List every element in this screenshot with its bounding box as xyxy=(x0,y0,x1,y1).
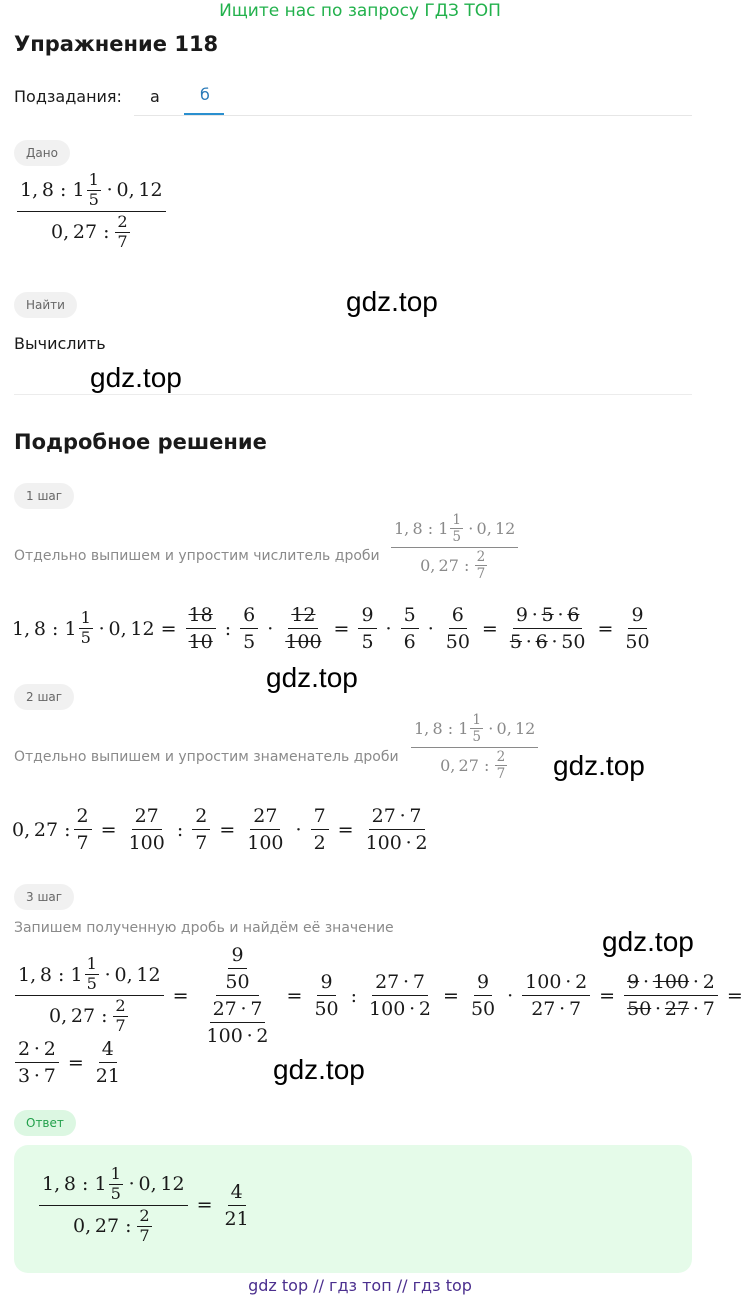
given-expression: 1, 8 : 1 1 5 · 0, 12 0, 27 : 2 7 xyxy=(14,172,169,251)
find-text: Вычислить xyxy=(14,334,106,353)
step-1-text: Отдельно выпишем и упростим числитель дроби xyxy=(14,548,380,564)
watermark: gdz.top xyxy=(602,926,694,957)
step-3-text: Запишем полученную дробь и найдём её значение xyxy=(14,920,394,936)
watermark: gdz.top xyxy=(90,362,182,393)
step-3-pill: 3 шаг xyxy=(14,884,74,910)
section-divider xyxy=(14,394,692,395)
solution-title: Подробное решение xyxy=(14,430,267,454)
step-2-pill: 2 шаг xyxy=(14,684,74,710)
watermark: gdz.top xyxy=(266,662,358,693)
subtasks-label: Подзадания: xyxy=(14,87,122,106)
step-1-calculation: 1, 8 : 1 $\frac{1}{5}$ · 0, 12 = $\frac{18}{10}$ : $\frac{6}{5}$ · $\frac{12}{100}$ = $\frac{9}{5}$ · $\frac{5}{6}$ · $\frac{6}{50}$ = 9 · 5 · 6 5 · 6 · 50 = $\frac{9}{50}$ xyxy=(12,604,650,653)
step-3-calculation: 1, 8 : 1 1 5 · 0, 12 0, 27 : 2 7 = $\frac{\frac{9}{50}}{\frac{27 \cdot 7}{100 \cdot 2}}$ = $\frac{9}{50}$ : $\frac{27 \cdot 7}{100 \cdot 2}$ = $\frac{9}{50}$ · $\frac{100 \cdot 2}{27 \cdot 7}$ = 9 · 100 · 2 50 · 27 · 7 = xyxy=(12,944,749,1047)
top-banner[interactable]: Ищите нас по запросу ГДЗ ТОП xyxy=(219,1,501,21)
step-3-calculation-cont: $\frac{2 \cdot 2}{3 \cdot 7}$ = $\frac{4}{21}$ xyxy=(12,1038,126,1087)
step-2-text: Отдельно выпишем и упростим знаменатель дроби xyxy=(14,749,399,765)
watermark: gdz.top xyxy=(346,286,438,317)
tabs-divider xyxy=(134,115,692,116)
page-title: Упражнение 118 xyxy=(14,32,219,56)
step-2-calculation: 0, 27 : $\frac{2}{7}$ = $\frac{27}{100}$ : $\frac{2}{7}$ = $\frac{27}{100}$ · $\frac{7}{2}$ = $\frac{27 \cdot 7}{100 \cdot 2}$ xyxy=(12,805,428,854)
tab-subtask-a[interactable]: а xyxy=(150,87,160,106)
step-1-pill: 1 шаг xyxy=(14,483,74,509)
watermark: gdz.top xyxy=(273,1054,365,1085)
active-tab-indicator xyxy=(184,113,224,115)
tab-subtask-b[interactable]: б xyxy=(200,85,210,104)
step-1-fraction: 1, 8 : 1 1 5 · 0, 12 0, 27 : 2 7 xyxy=(388,513,521,581)
step-2-fraction: 1, 8 : 1 1 5 · 0, 12 0, 27 : 2 7 xyxy=(408,713,541,781)
given-pill: Дано xyxy=(14,140,70,166)
find-pill: Найти xyxy=(14,292,77,318)
answer-expression: 1, 8 : 1 1 5 · 0, 12 0, 27 : 2 7 = $\frac{4}{21}$ xyxy=(36,1166,255,1245)
answer-pill: Ответ xyxy=(14,1110,76,1136)
footer-links[interactable]: gdz top // гдз топ // гдз top xyxy=(248,1276,472,1295)
watermark: gdz.top xyxy=(553,750,645,781)
